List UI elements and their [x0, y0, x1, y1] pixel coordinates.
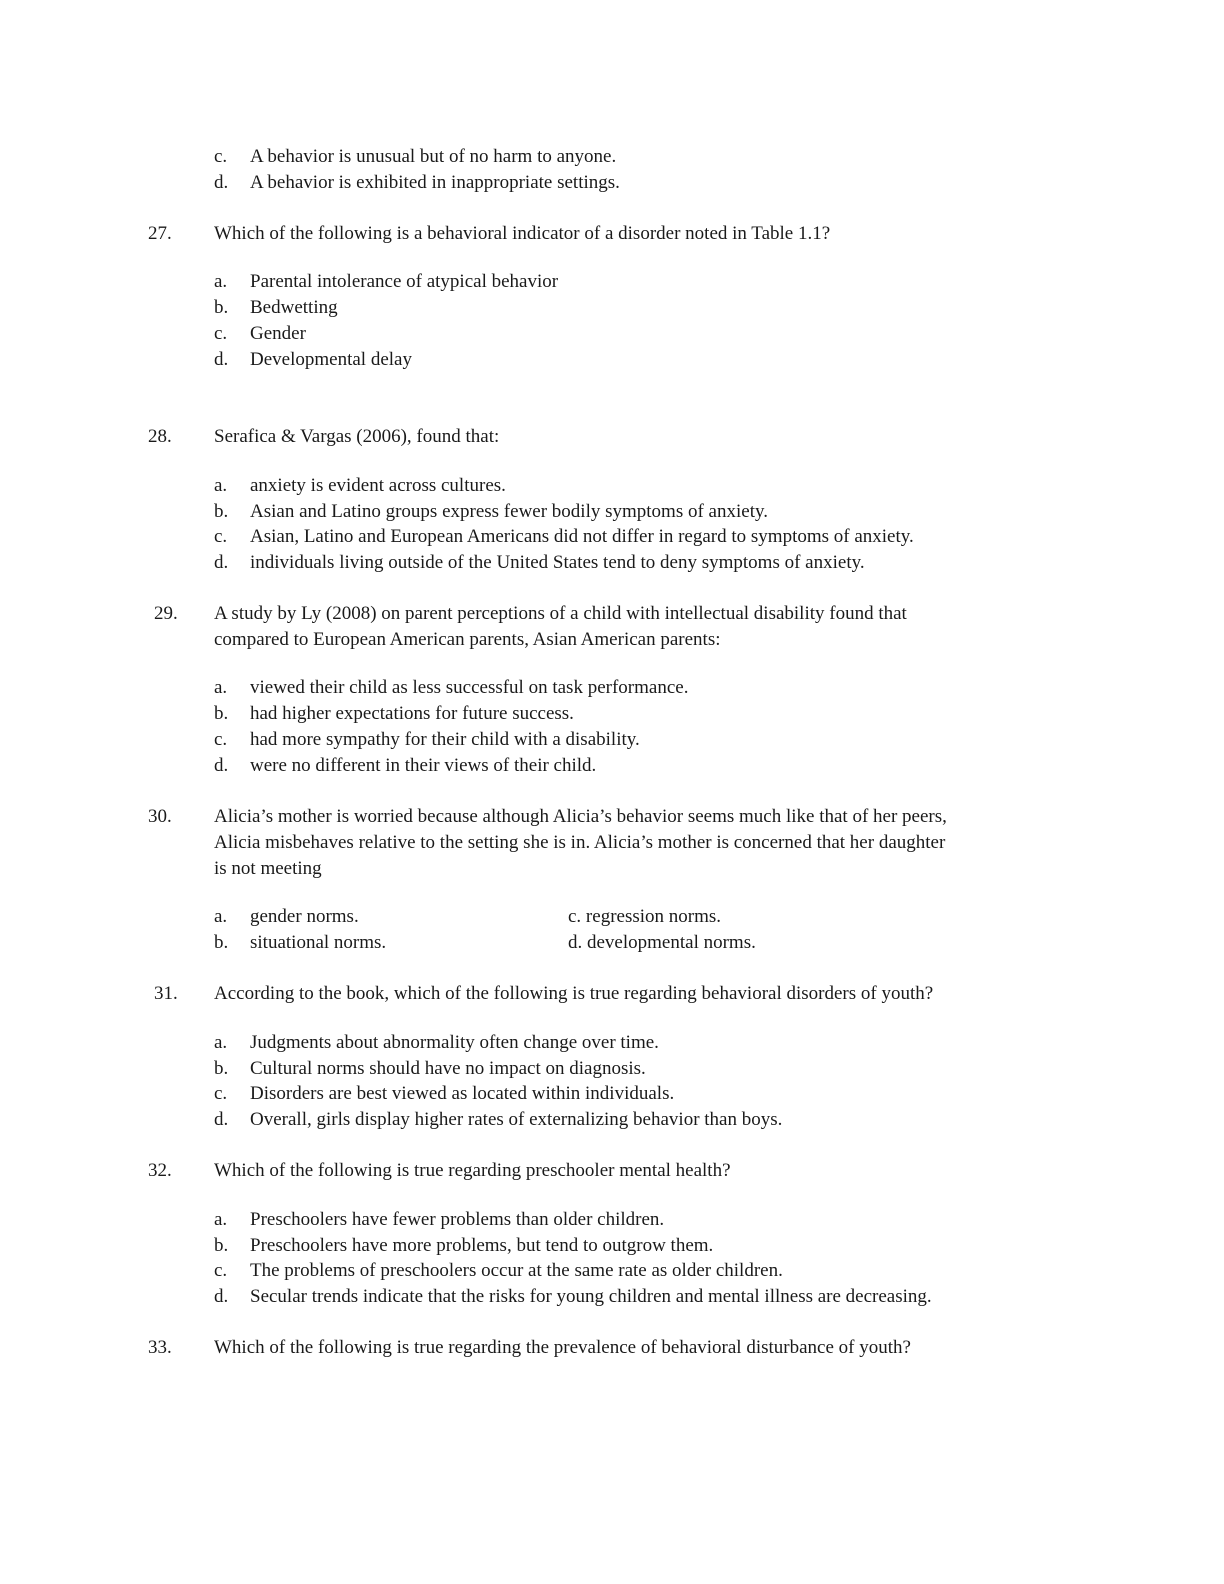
option-letter: c. [214, 526, 228, 547]
option-letter: c. [214, 323, 228, 344]
question-number: 31. [154, 983, 178, 1004]
option-letter: d. [214, 349, 229, 370]
option-letter: b. [214, 297, 229, 318]
option-letter: c. [214, 1260, 228, 1281]
option-text: gender norms. [250, 906, 359, 927]
option-letter: a. [214, 1209, 228, 1230]
question-number: 27. [148, 223, 172, 244]
question-number: 29. [154, 603, 178, 624]
question-number: 30. [148, 806, 172, 827]
option-letter: d. [214, 1109, 229, 1130]
option-letter: a. [214, 677, 228, 698]
question-stem: Alicia misbehaves relative to the setting she is in. Alicia’s mother is concerned that her daughter [214, 832, 946, 853]
option-letter: b. [214, 501, 229, 522]
question-stem: According to the book, which of the following is true regarding behavioral disorders of youth? [214, 983, 934, 1004]
option-text: Disorders are best viewed as located within individuals. [250, 1083, 675, 1104]
option-letter: a. [214, 475, 228, 496]
question-number: 32. [148, 1160, 172, 1181]
option-text: Bedwetting [250, 297, 338, 318]
question-number: 28. [148, 426, 172, 447]
question-stem: Serafica & Vargas (2006), found that: [214, 426, 500, 447]
question-stem: Which of the following is true regarding preschooler mental health? [214, 1160, 731, 1181]
option-letter: a. [214, 1032, 228, 1053]
question-stem: Which of the following is true regarding the prevalence of behavioral disturbance of youth? [214, 1337, 911, 1358]
option-text-right: d. developmental norms. [568, 932, 756, 953]
option-text: Asian and Latino groups express fewer bodily symptoms of anxiety. [250, 501, 769, 522]
option-text: had more sympathy for their child with a disability. [250, 729, 640, 750]
option-letter: d. [214, 755, 229, 776]
option-text: individuals living outside of the United States tend to deny symptoms of anxiety. [250, 552, 865, 573]
option-text: A behavior is exhibited in inappropriate settings. [250, 172, 620, 193]
option-text: Overall, girls display higher rates of externalizing behavior than boys. [250, 1109, 783, 1130]
option-text: Preschoolers have fewer problems than older children. [250, 1209, 665, 1230]
option-letter: d. [214, 1286, 229, 1307]
option-letter: c. [214, 1083, 228, 1104]
option-text: A behavior is unusual but of no harm to anyone. [250, 146, 617, 167]
question-stem: A study by Ly (2008) on parent perceptions of a child with intellectual disability found that [214, 603, 907, 624]
option-text: viewed their child as less successful on task performance. [250, 677, 689, 698]
option-text: Gender [250, 323, 306, 344]
option-letter: a. [214, 271, 228, 292]
option-text: were no different in their views of their child. [250, 755, 597, 776]
option-text: Preschoolers have more problems, but tend to outgrow them. [250, 1235, 714, 1256]
option-text: situational norms. [250, 932, 387, 953]
option-letter: d. [214, 172, 229, 193]
option-text: Parental intolerance of atypical behavior [250, 271, 559, 292]
option-text: Cultural norms should have no impact on diagnosis. [250, 1058, 646, 1079]
option-letter: a. [214, 906, 228, 927]
question-stem: Which of the following is a behavioral indicator of a disorder noted in Table 1.1? [214, 223, 831, 244]
option-letter: c. [214, 729, 228, 750]
question-stem: Alicia’s mother is worried because although Alicia’s behavior seems much like that of her peers, [214, 806, 947, 827]
option-letter: b. [214, 932, 229, 953]
option-letter: b. [214, 1235, 229, 1256]
option-text: Secular trends indicate that the risks for young children and mental illness are decreasing. [250, 1286, 932, 1307]
option-text: anxiety is evident across cultures. [250, 475, 506, 496]
option-text-right: c. regression norms. [568, 906, 722, 927]
option-letter: b. [214, 1058, 229, 1079]
option-text: Asian, Latino and European Americans did not differ in regard to symptoms of anxiety. [250, 526, 914, 547]
option-letter: d. [214, 552, 229, 573]
question-stem: is not meeting [214, 858, 322, 879]
option-text: had higher expectations for future success. [250, 703, 574, 724]
option-text: The problems of preschoolers occur at the same rate as older children. [250, 1260, 783, 1281]
option-letter: c. [214, 146, 228, 167]
question-stem: compared to European American parents, Asian American parents: [214, 629, 721, 650]
option-letter: b. [214, 703, 229, 724]
option-text: Judgments about abnormality often change over time. [250, 1032, 659, 1053]
question-number: 33. [148, 1337, 172, 1358]
option-text: Developmental delay [250, 349, 412, 370]
